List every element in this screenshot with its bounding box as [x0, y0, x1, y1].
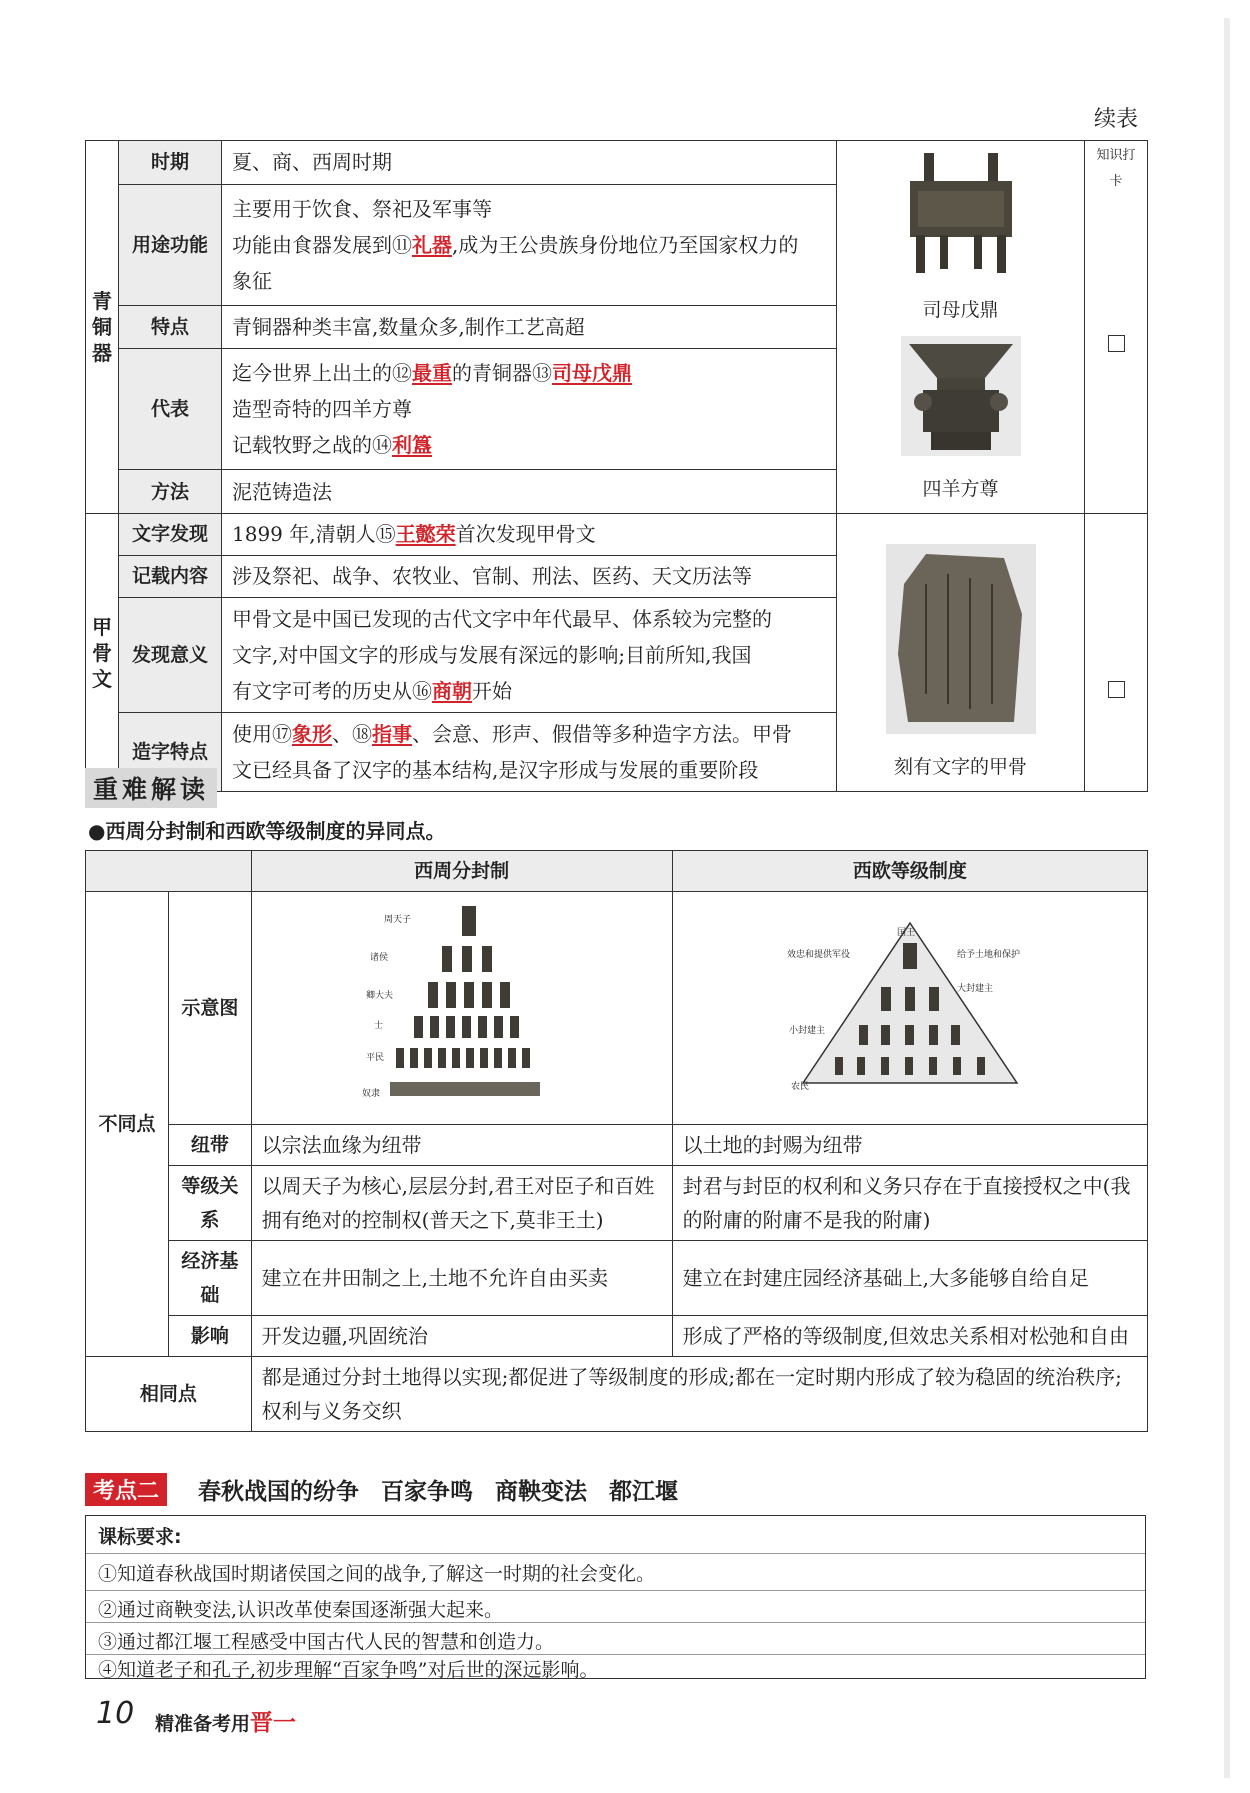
row-label: 代表: [119, 349, 222, 470]
row-label: 文字发现: [119, 514, 222, 556]
divider: [86, 1553, 1145, 1554]
corner-cell: [86, 851, 252, 892]
zhou-cell: 开发边疆,巩固统治: [251, 1316, 672, 1357]
checkin-column: [1085, 141, 1148, 514]
row-label: 时期: [119, 141, 222, 185]
row-label: 影响: [169, 1316, 252, 1357]
row-content: 主要用于饮食、祭祀及军事等 功能由食器发展到⑪礼器,成为王公贵族身份地位乃至国家权力的 象征: [222, 184, 837, 305]
same-text: 都是通过分封土地得以实现;都促进了等级制度的形成;都在一定时期内形成了较为稳固的统治秩序;权利与义务交织: [251, 1357, 1147, 1432]
europe-cell: 形成了严格的等级制度,但效忠关系相对松弛和自由: [672, 1316, 1147, 1357]
brand-red: 晋一: [250, 1710, 297, 1736]
row-label: 示意图: [169, 892, 252, 1125]
row-content: 青铜器种类丰富,数量众多,制作工艺高超: [222, 305, 837, 349]
image-caption: 四羊方尊: [922, 478, 999, 500]
brand: 精准备考用晋一: [155, 1710, 297, 1736]
oracle-image-cell: [837, 514, 1085, 792]
zhou-level: 周天子: [383, 915, 411, 925]
zhou-level: 卿大夫: [365, 991, 393, 1001]
row-label: 发现意义: [119, 597, 222, 712]
europe-label: 效忠和提供军役: [786, 950, 850, 960]
requirement-item: ②通过商鞅变法,认识改革使秦国逐渐强大起来。: [98, 1599, 504, 1621]
same-label: 相同点: [86, 1357, 252, 1432]
answer: 礼器: [412, 232, 452, 257]
zhou-pyramid-diagram: [362, 898, 562, 1108]
answer: 司母戊鼎: [552, 361, 632, 386]
europe-label: 小封建主: [788, 1026, 825, 1036]
bronze-images: [837, 141, 1085, 514]
row-label: 经济基础: [169, 1241, 252, 1316]
zhou-level: 奴隶: [361, 1089, 380, 1099]
answer: 利簋: [392, 433, 432, 458]
diff-label: 不同点: [86, 892, 169, 1357]
zhou-level: 士: [373, 1021, 383, 1031]
col-header-europe: 西欧等级制度: [672, 851, 1147, 892]
europe-cell: 建立在封建庄园经济基础上,大多能够自给自足: [672, 1241, 1147, 1316]
kaodian-title: 春秋战国的纷争 百家争鸣 商鞅变法 都江堰: [198, 1479, 679, 1505]
row-content: 涉及祭祀、战争、农牧业、官制、刑法、医药、天文历法等: [222, 555, 837, 597]
zhou-level: 诸侯: [369, 953, 388, 963]
checkin-column: [1085, 514, 1148, 792]
col-header-zhou: 西周分封制: [251, 851, 672, 892]
zhou-level: 平民: [365, 1053, 384, 1063]
simuwu-ding-image: [896, 147, 1026, 277]
siyang-fangzun-image: [901, 336, 1021, 456]
europe-diagram-cell: [672, 892, 1147, 1125]
page-number: 10: [96, 1696, 135, 1731]
europe-label: 大封建主: [956, 984, 993, 994]
checkin-checkbox[interactable]: [1108, 681, 1125, 698]
row-content: 迄今世界上出土的⑫最重的青铜器⑬司母戊鼎 造型奇特的四羊方尊 记载牧野之战的⑭利簋: [222, 349, 837, 470]
europe-pyramid-diagram: [785, 913, 1035, 1093]
zhou-cell: 以周天子为核心,层层分封,君王对臣子和百姓拥有绝对的控制权(普天之下,莫非王土): [251, 1166, 672, 1241]
requirement-item: ①知道春秋战国时期诸侯国之间的战争,了解这一时期的社会变化。: [98, 1563, 656, 1585]
history-table: [85, 140, 1148, 792]
page-edge: [1224, 18, 1230, 1778]
checkin-label: 知识打卡: [1096, 148, 1136, 189]
divider: [86, 1590, 1145, 1591]
image-caption: 司母戊鼎: [922, 299, 999, 321]
kaodian-tag: 考点二: [85, 1473, 167, 1506]
zhou-diagram-cell: [251, 892, 672, 1125]
subheading: ●西周分封制和西欧等级制度的异同点。: [88, 819, 446, 843]
comparison-table: [85, 850, 1148, 1432]
row-content: 夏、商、西周时期: [222, 141, 837, 185]
requirements-box: [85, 1515, 1146, 1679]
row-label: 记载内容: [119, 555, 222, 597]
checkin-checkbox[interactable]: [1108, 335, 1125, 352]
answer: 象形: [292, 722, 332, 747]
row-content: 甲骨文是中国已发现的古代文字中年代最早、体系较为完整的 文字,对中国文字的形成与发展有深远的影响;目前所知,我国 有文字可考的历史从⑯商朝开始: [222, 597, 837, 712]
row-label: 方法: [119, 470, 222, 514]
europe-cell: 封君与封臣的权利和义务只存在于直接授权之中(我的附庸的附庸不是我的附庸): [672, 1166, 1147, 1241]
answer: 商朝: [432, 679, 472, 704]
row-label: 用途功能: [119, 184, 222, 305]
requirements-title: 课标要求:: [98, 1526, 182, 1548]
row-label: 纽带: [169, 1125, 252, 1166]
group-oracle: 甲骨文: [86, 514, 119, 792]
row-label: 等级关系: [169, 1166, 252, 1241]
requirement-item: ③通过都江堰工程感受中国古代人民的智慧和创造力。: [98, 1631, 555, 1653]
zhou-cell: 建立在井田制之上,土地不允许自由买卖: [251, 1241, 672, 1316]
row-label: 造字特点: [119, 713, 222, 792]
row-content: 泥范铸造法: [222, 470, 837, 514]
europe-label: 国王: [896, 928, 915, 938]
europe-cell: 以土地的封赐为纽带: [672, 1125, 1147, 1166]
zhou-cell: 以宗法血缘为纽带: [251, 1125, 672, 1166]
answer: 最重: [412, 361, 452, 386]
group-bronze: 青铜器: [86, 141, 119, 514]
oracle-bone-image: [886, 544, 1036, 734]
row-label: 特点: [119, 305, 222, 349]
europe-label: 农民: [790, 1082, 809, 1092]
continuation-label: 续表: [1094, 107, 1139, 132]
image-caption: 刻有文字的甲骨: [893, 756, 1027, 778]
row-content: 使用⑰象形、⑱指事、会意、形声、假借等多种造字方法。甲骨 文已经具备了汉字的基本结构,是汉字形成与发展的重要阶段: [222, 713, 837, 792]
requirement-item: ④知道老子和孔子,初步理解“百家争鸣”对后世的深远影响。: [98, 1659, 599, 1681]
answer: 王懿荣: [395, 522, 456, 547]
row-content: 1899 年,清朝人⑮王懿荣首次发现甲骨文: [222, 514, 837, 556]
europe-label: 给予土地和保护: [956, 950, 1020, 960]
answer: 指事: [372, 722, 412, 747]
section-heading: 重难解读: [85, 768, 217, 808]
divider: [86, 1622, 1145, 1623]
